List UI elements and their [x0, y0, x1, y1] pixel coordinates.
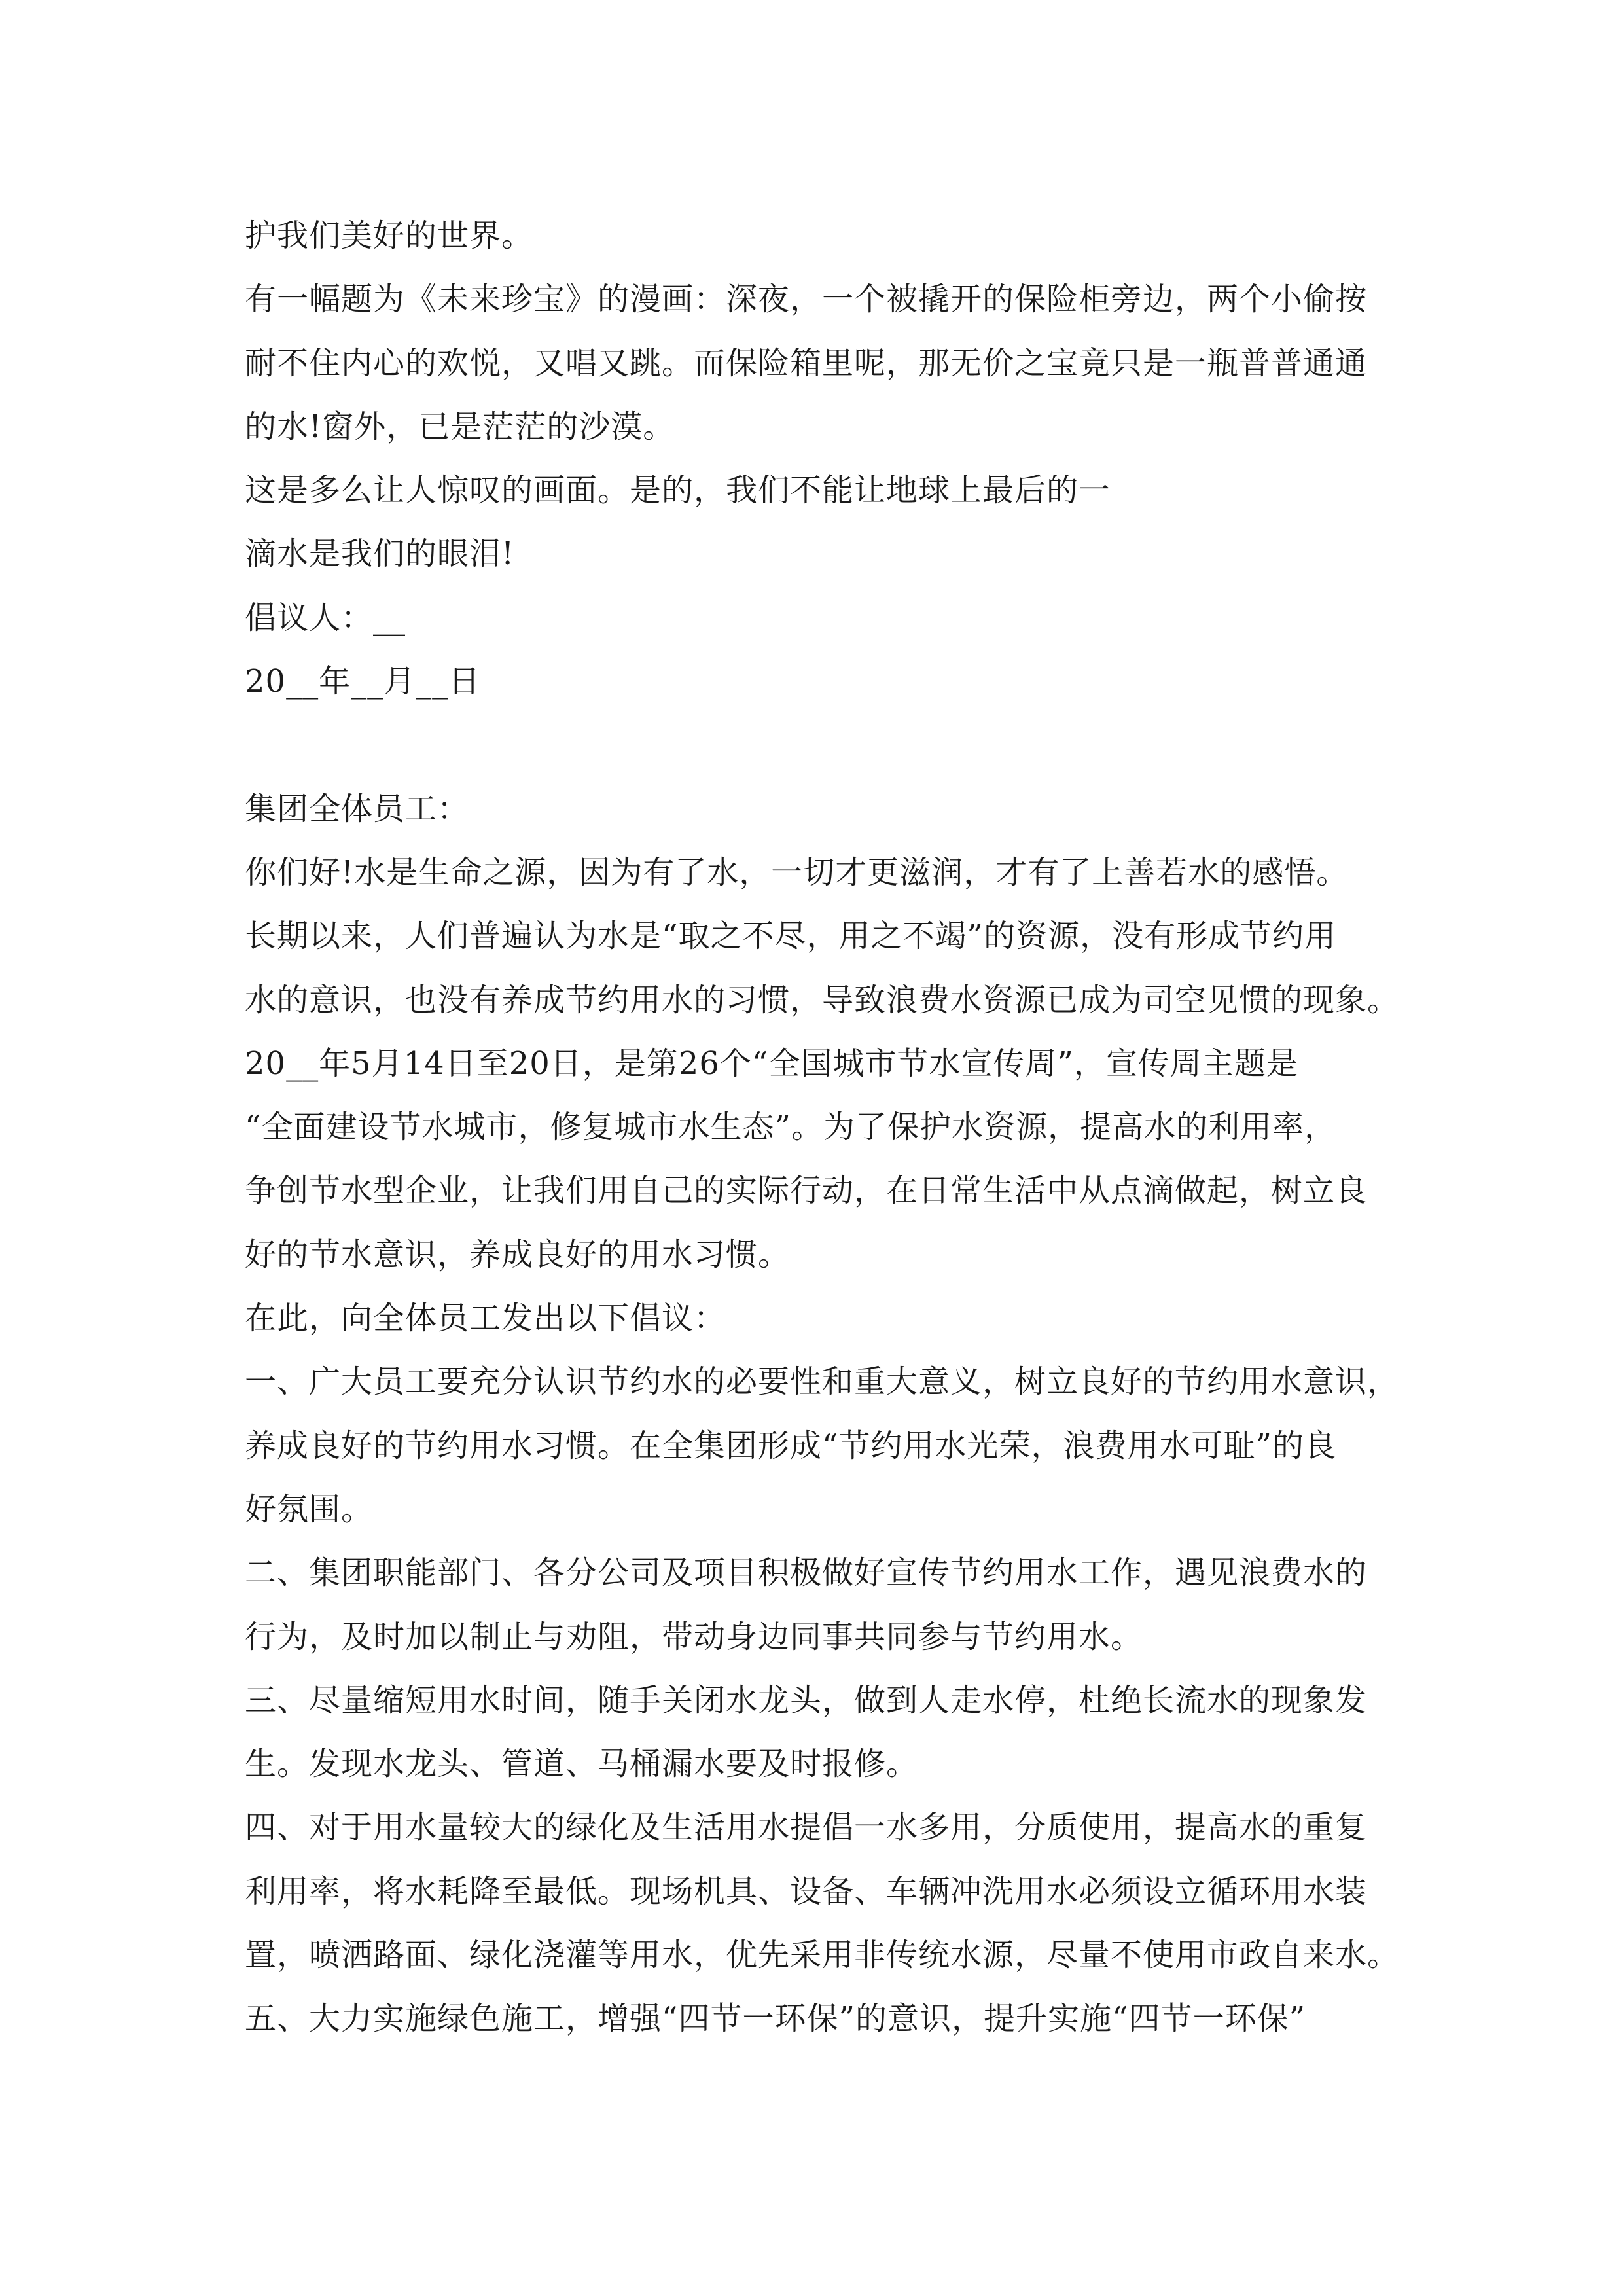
- text-line: 五、大力实施绿色施工，增强“四节一环保”的意识，提升实施“四节一环保”: [245, 2000, 1306, 2037]
- text-line: 这是多么让人惊叹的画面。是的，我们不能让地球上最后的一: [245, 472, 1111, 509]
- text-line: 三、尽量缩短用水时间，随手关闭水龙头，做到人走水停，杜绝长流水的现象发: [245, 1681, 1368, 1719]
- signature-line: 倡议人：__: [245, 599, 406, 636]
- salutation-line: 集团全体员工：: [245, 790, 470, 827]
- text-line: 利用率，将水耗降至最低。现场机具、设备、车辆冲洗用水必须设立循环用水装: [245, 1873, 1368, 1910]
- text-line: “全面建设节水城市，修复城市水生态”。为了保护水资源，提高水的利用率，: [245, 1109, 1337, 1146]
- text-line: 在此，向全体员工发出以下倡议：: [245, 1300, 726, 1337]
- text-line: 长期以来，人们普遍认为水是“取之不尽，用之不竭”的资源，没有形成节约用: [245, 918, 1337, 955]
- text-line: 水的意识，也没有养成节约用水的习惯，导致浪费水资源已成为司空见惯的现象。: [245, 981, 1400, 1018]
- document-body: [245, 204, 1400, 2051]
- text-line: 滴水是我们的眼泪!: [245, 535, 515, 573]
- text-line: 争创节水型企业，让我们用自己的实际行动，在日常生活中从点滴做起，树立良: [245, 1172, 1368, 1210]
- section-gap: [245, 713, 1383, 777]
- text-line: 好氛围。: [245, 1490, 374, 1528]
- text-line: 置，喷洒路面、绿化浇灌等用水，优先采用非传统水源，尽量不使用市政自来水。: [245, 1937, 1400, 1974]
- text-line: 好的节水意识，养成良好的用水习惯。: [245, 1236, 791, 1273]
- text-line: 生。发现水龙头、管道、马桶漏水要及时报修。: [245, 1746, 919, 1783]
- text-line: 护我们美好的世界。: [245, 217, 534, 254]
- text-line: 耐不住内心的欢悦，又唱又跳。而保险箱里呢，那无价之宝竟只是一瓶普普通通: [245, 344, 1368, 382]
- text-line: 的水!窗外，已是茫茫的沙漠。: [245, 408, 675, 445]
- text-line: 你们好!水是生命之源，因为有了水，一切才更滋润，才有了上善若水的感悟。: [245, 853, 1349, 891]
- text-line: 四、对于用水量较大的绿化及生活用水提倡一水多用，分质使用，提高水的重复: [245, 1809, 1368, 1846]
- text-line: 有一幅题为《未来珍宝》的漫画：深夜，一个被撬开的保险柜旁边，两个小偷按: [245, 281, 1368, 318]
- text-line: 一、广大员工要充分认识节约水的必要性和重大意义，树立良好的节约用水意识，: [245, 1363, 1400, 1401]
- text-line: 20__年5月14日至20日，是第26个“全国城市节水宣传周”，宣传周主题是: [245, 1045, 1298, 1082]
- date-line: 20__年__月__日: [245, 663, 481, 700]
- text-line: 行为，及时加以制止与劝阻，带动身边同事共同参与节约用水。: [245, 1618, 1143, 1655]
- text-line: 二、集团职能部门、各分公司及项目积极做好宣传节约用水工作，遇见浪费水的: [245, 1554, 1368, 1592]
- text-line: 养成良好的节约用水习惯。在全集团形成“节约用水光荣，浪费用水可耻”的良: [245, 1427, 1337, 1464]
